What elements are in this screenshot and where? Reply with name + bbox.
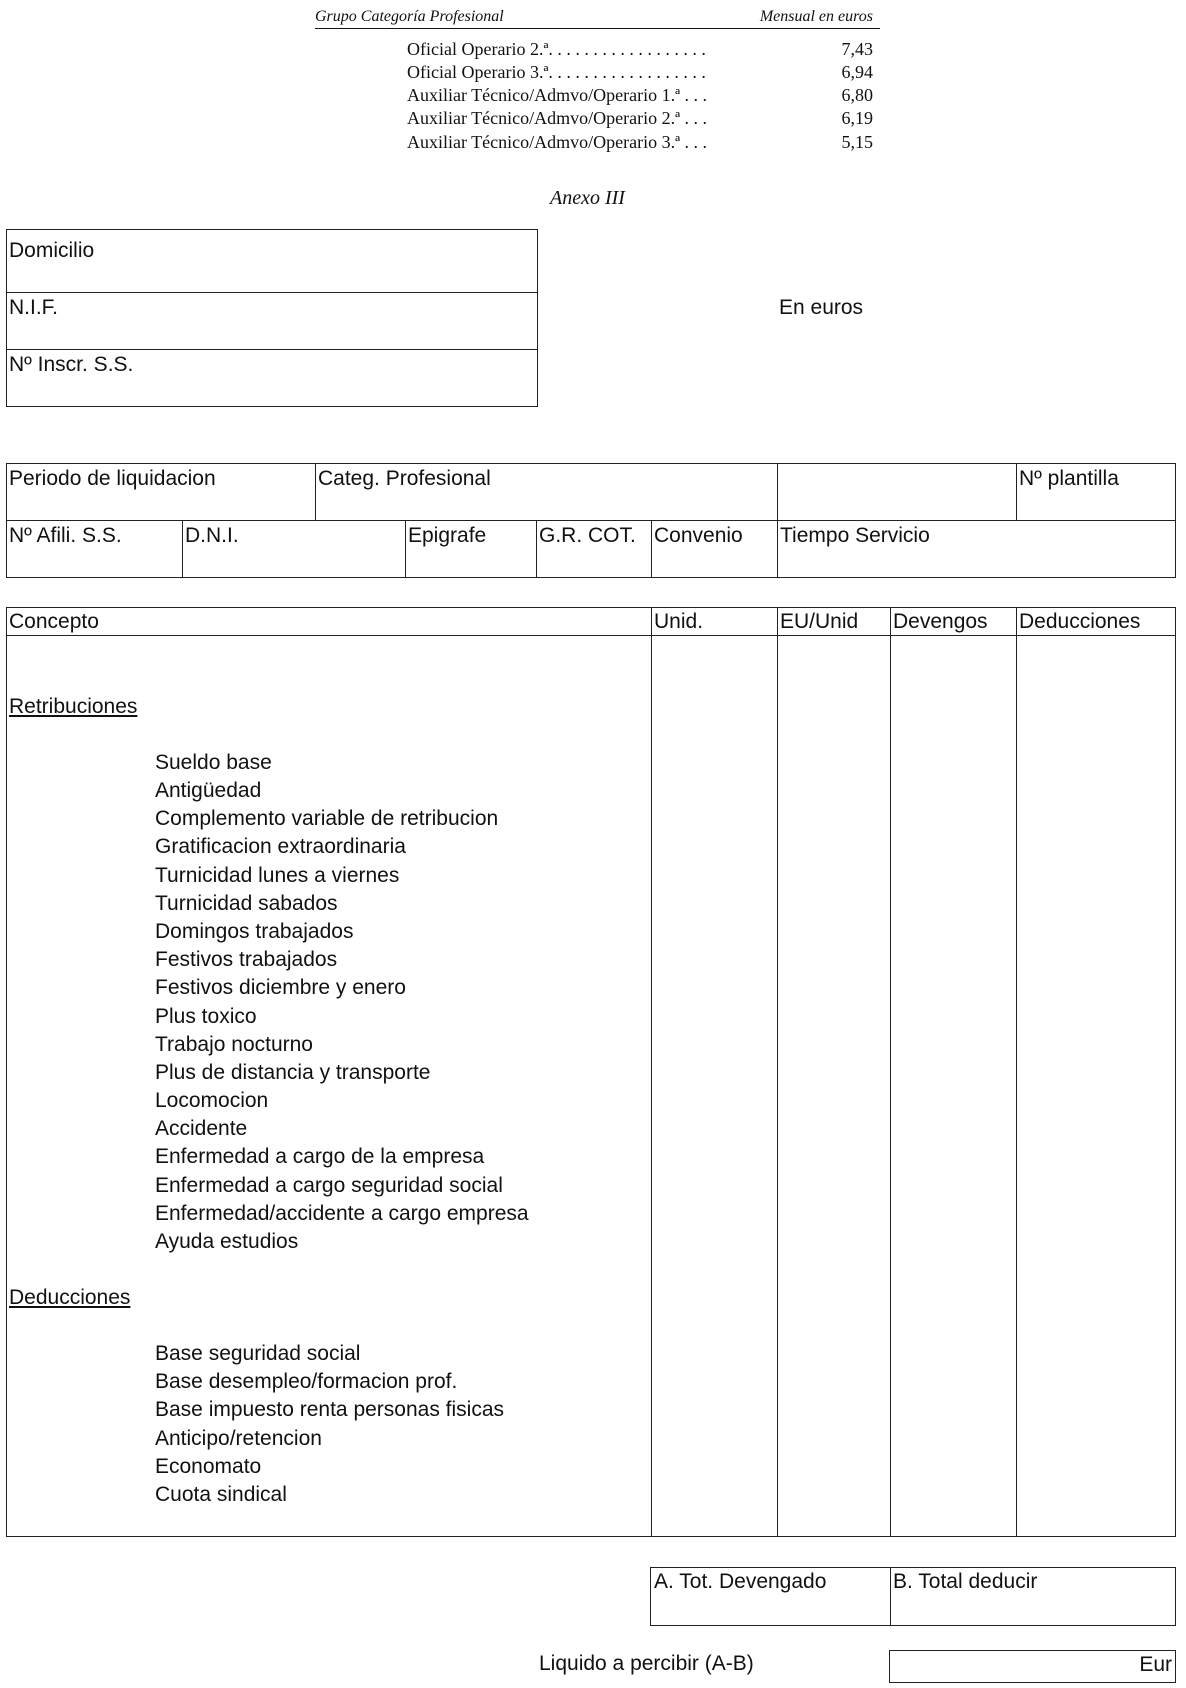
rate-value: 5,15 — [841, 132, 873, 152]
divider — [7, 349, 537, 350]
divider — [182, 520, 183, 578]
currency-label: Eur — [1139, 1653, 1172, 1676]
rate-category: Auxiliar Técnico/Admvo/Operario 1.ª . . . — [407, 85, 708, 105]
afili-label: Nº Afili. S.S. — [9, 524, 122, 547]
rates-header-amount: Mensual en euros — [759, 8, 873, 25]
list-item: Turnicidad lunes a viernes — [155, 864, 400, 887]
list-item: Ayuda estudios — [155, 1230, 299, 1253]
inscr-ss-label: Nº Inscr. S.S. — [9, 353, 134, 376]
rate-category: Auxiliar Técnico/Admvo/Operario 3.ª . . . — [407, 132, 708, 152]
epigrafe-label: Epigrafe — [408, 524, 487, 547]
divider — [651, 608, 652, 1536]
rates-row — [407, 85, 873, 108]
list-item: Gratificacion extraordinaria — [155, 835, 406, 858]
header-divider — [7, 635, 1175, 636]
divider — [405, 520, 406, 578]
rate-category: Auxiliar Técnico/Admvo/Operario 2.ª . . . — [407, 108, 708, 128]
rate-value: 7,43 — [841, 39, 873, 59]
list-item: Sueldo base — [155, 751, 272, 774]
employee-box — [6, 463, 1176, 578]
col-devengos: Devengos — [893, 610, 988, 633]
col-unid: Unid. — [654, 610, 704, 633]
list-item: Enfermedad a cargo seguridad social — [155, 1174, 503, 1197]
divider — [777, 464, 778, 520]
rate-value: 6,19 — [841, 108, 873, 128]
totals-box — [650, 1567, 1176, 1626]
grcot-label: G.R. COT. — [539, 524, 636, 547]
deducciones-title: Deducciones — [9, 1286, 131, 1309]
divider — [890, 1568, 891, 1625]
rate-value: 6,94 — [841, 62, 873, 82]
list-item: Base impuesto renta personas fisicas — [155, 1398, 505, 1421]
tiempo-label: Tiempo Servicio — [780, 524, 930, 547]
list-item: Accidente — [155, 1117, 248, 1140]
currency-note: En euros — [779, 296, 864, 319]
list-item: Enfermedad a cargo de la empresa — [155, 1145, 485, 1168]
divider — [536, 520, 537, 578]
categ-label: Categ. Profesional — [318, 467, 491, 490]
rates-table-header — [315, 6, 880, 29]
list-item: Plus toxico — [155, 1005, 257, 1028]
divider — [890, 608, 891, 1536]
list-item: Anticipo/retencion — [155, 1427, 322, 1450]
list-item: Economato — [155, 1455, 262, 1478]
divider — [1016, 608, 1017, 1536]
nif-label: N.I.F. — [9, 296, 59, 319]
company-box — [6, 229, 538, 407]
col-deducciones: Deducciones — [1019, 610, 1141, 633]
list-item: Base seguridad social — [155, 1342, 361, 1365]
divider — [651, 520, 652, 578]
liquido-label: Liquido a percibir (A-B) — [539, 1652, 754, 1675]
convenio-label: Convenio — [654, 524, 743, 547]
list-item: Plus de distancia y transporte — [155, 1061, 431, 1084]
list-item: Turnicidad sabados — [155, 892, 338, 915]
divider — [7, 292, 537, 293]
dni-label: D.N.I. — [185, 524, 239, 547]
liquido-box — [889, 1650, 1176, 1683]
list-item: Base desempleo/formacion prof. — [155, 1370, 458, 1393]
list-item: Cuota sindical — [155, 1483, 287, 1506]
total-devengado-label: A. Tot. Devengado — [654, 1570, 827, 1593]
rate-category: Oficial Operario 2.ª. . . . . . . . . . . . . . . . . . — [407, 39, 706, 59]
col-eu-unid: EU/Unid — [780, 610, 859, 633]
periodo-label: Periodo de liquidacion — [9, 467, 216, 490]
list-item: Antigüedad — [155, 779, 262, 802]
list-item: Enfermedad/accidente a cargo empresa — [155, 1202, 529, 1225]
list-item: Festivos trabajados — [155, 948, 338, 971]
list-item: Domingos trabajados — [155, 920, 354, 943]
rates-row — [407, 62, 873, 85]
list-item: Complemento variable de retribucion — [155, 807, 499, 830]
plantilla-label: Nº plantilla — [1019, 467, 1119, 490]
divider — [777, 520, 778, 578]
divider — [777, 608, 778, 1536]
rate-category: Oficial Operario 3.ª. . . . . . . . . . . . . . . . . . — [407, 62, 706, 82]
total-deducir-label: B. Total deducir — [893, 1570, 1038, 1593]
rate-value: 6,80 — [841, 85, 873, 105]
rates-header-category: Grupo Categoría Profesional — [315, 8, 504, 25]
list-item: Festivos diciembre y enero — [155, 976, 406, 999]
list-item: Locomocion — [155, 1089, 269, 1112]
divider — [1016, 464, 1017, 520]
retribuciones-title: Retribuciones — [9, 695, 138, 718]
divider — [315, 464, 316, 520]
rates-row — [407, 108, 873, 131]
list-item: Trabajo nocturno — [155, 1033, 313, 1056]
rates-row — [407, 39, 873, 62]
col-concepto: Concepto — [9, 610, 99, 633]
annex-title: Anexo III — [550, 187, 625, 209]
rates-row — [407, 132, 873, 155]
domicilio-label: Domicilio — [9, 239, 95, 262]
